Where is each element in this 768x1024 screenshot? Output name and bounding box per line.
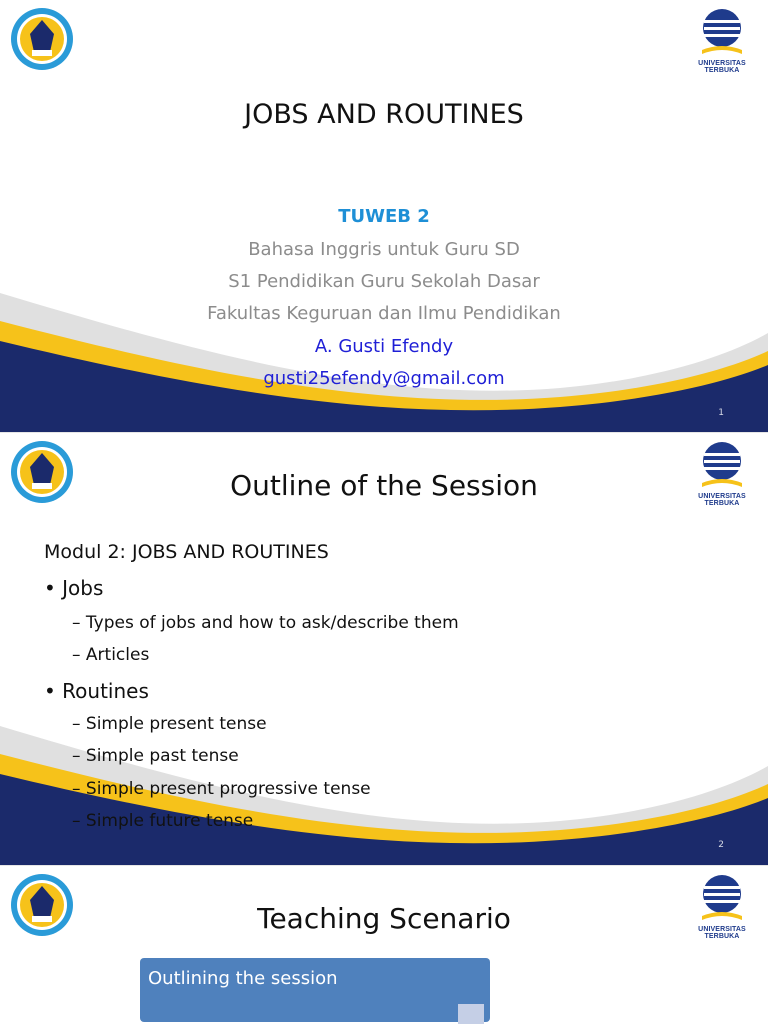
program-name: S1 Pendidikan Guru Sekolah Dasar xyxy=(228,271,540,292)
slide-2-title: Outline of the Session xyxy=(230,469,538,502)
sub-bullet: – Types of jobs and how to ask/describe them xyxy=(72,613,459,633)
scenario-connector xyxy=(458,1004,484,1024)
page-number: 1 xyxy=(718,408,724,418)
universitas-terbuka-caption: UNIVERSITAS TERBUKA xyxy=(698,926,746,940)
bullet-jobs: • Jobs xyxy=(44,576,104,600)
author-email[interactable]: gusti25efendy@gmail.com xyxy=(263,368,505,389)
sub-bullet: – Simple past tense xyxy=(72,746,239,766)
scenario-step-box xyxy=(140,958,490,1022)
bullet-routines: • Routines xyxy=(44,679,149,703)
sub-bullet: – Simple present tense xyxy=(72,714,267,734)
page-number: 2 xyxy=(718,840,724,850)
universitas-terbuka-caption: UNIVERSITAS TERBUKA xyxy=(698,60,746,74)
tut-wuri-handayani-logo xyxy=(8,6,76,72)
faculty-name: Fakultas Keguruan dan Ilmu Pendidikan xyxy=(207,303,561,324)
module-heading: Modul 2: JOBS AND ROUTINES xyxy=(44,541,329,563)
session-label: TUWEB 2 xyxy=(338,206,430,227)
scenario-step-label: Outlining the session xyxy=(148,968,338,989)
slide-3 xyxy=(0,866,768,1024)
universitas-terbuka-caption: UNIVERSITAS TERBUKA xyxy=(698,493,746,507)
sub-bullet: – Articles xyxy=(72,645,150,665)
slide-1 xyxy=(0,0,768,433)
course-name: Bahasa Inggris untuk Guru SD xyxy=(248,239,520,260)
author-name: A. Gusti Efendy xyxy=(314,336,454,357)
slide-2 xyxy=(0,433,768,866)
slide-3-title: Teaching Scenario xyxy=(257,902,511,935)
sub-bullet: – Simple present progressive tense xyxy=(72,779,371,799)
slide-1-title: JOBS AND ROUTINES xyxy=(244,99,524,130)
universitas-terbuka-logo xyxy=(680,6,764,72)
sub-bullet: – Simple future tense xyxy=(72,811,254,831)
